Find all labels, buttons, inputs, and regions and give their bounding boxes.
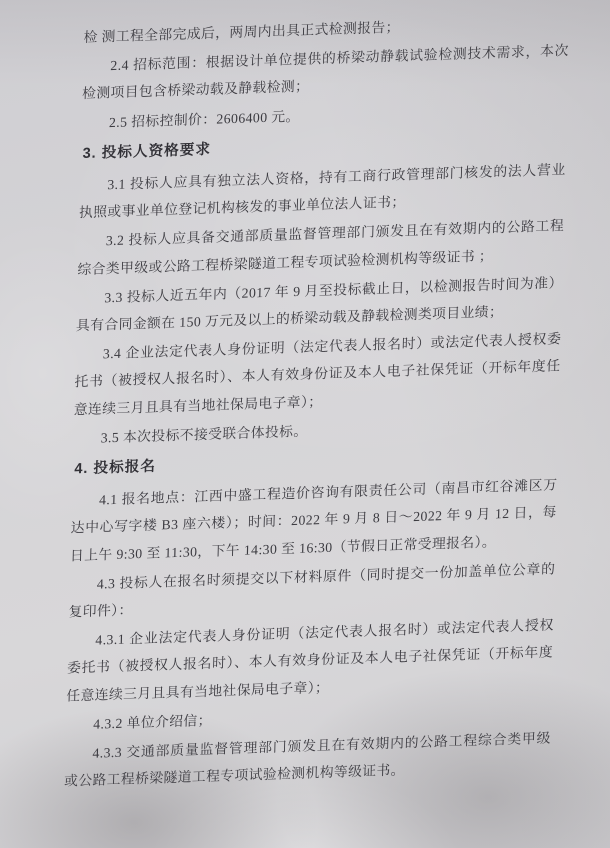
paragraph-2-5: 2.5 招标控制价：2606400 元。 xyxy=(108,108,300,130)
paragraph-4-3: 4.3 投标人在报名时须提交以下材料原件（同时提交一份加盖单位公章的复印件）： xyxy=(68,561,556,620)
document-text-block xyxy=(64,6,570,797)
paragraph-4-3-1: 4.3.1 企业法定代表人身份证明（法定代表人报名时）或法定代表人授权委托书（被授权人报名时）、本人有效身份证及本人电子社保凭证（开标年度任意连续三月且具有当地社保局电子章）； xyxy=(66,617,554,704)
heading-section-4: 4. 投标报名 xyxy=(74,458,157,478)
paragraph-4-1: 4.1 报名地点：江西中盛工程造价咨询有限责任公司（南昌市红谷滩区万达中心写字楼 B3 座六楼）；时间：2022 年 9 月 8 日～2022 年 9 月 12 日，每日上午 9:30 至 11:30，下午 14:30 至 16:30（节假日正常受理报名）。 xyxy=(69,477,558,564)
paragraph-3-4: 3.4 企业法定代表人身份证明（法定代表人报名时）或法定代表人授权委托书（被授权人报名时）、本人有效身份证及本人电子社保凭证（开标年度任意连续三月且具有当地社保局电子章）； xyxy=(73,331,562,417)
paragraph-completion-note: 检 测工程全部完成后，两周内出具正式检测报告； xyxy=(83,19,400,46)
paragraph-2-4: 2.4 招标范围：根据设计单位提供的桥梁动静载试验检测技术需求，本次检测项目包含桥梁动载及静载检测； xyxy=(81,43,570,102)
paragraph-3-2: 3.2 投标人应具备交通部质量监督管理部门颁发且在有效期内的公路工程综合类甲级或公路工程桥梁隧道工程专项试验检测机构等级证书 ； xyxy=(77,218,565,277)
paragraph-3-3: 3.3 投标人近五年内（2017 年 9 月至投标截止日，以检测报告时间为准）具有合同金额在 150 万元及以上的桥梁动载及静载检测类项目业绩； xyxy=(75,274,563,334)
paragraph-3-5: 3.5 本次投标不接受联合体投标。 xyxy=(100,423,308,446)
paragraph-4-3-2: 4.3.2 单位介绍信； xyxy=(93,712,213,732)
paragraph-4-3-3: 4.3.3 交通部质量监督管理部门颁发且在有效期内的公路工程综合类甲级或公路工程桥梁隧道工程专项试验检测机构等级证书。 xyxy=(63,730,552,789)
heading-section-3: 3. 投标人资格要求 xyxy=(82,141,212,162)
paragraph-3-1: 3.1 投标人应具有独立法人资格，持有工商行政管理部门核发的法人营业执照或事业单位登记机构核发的事业单位法人证书； xyxy=(78,162,566,221)
